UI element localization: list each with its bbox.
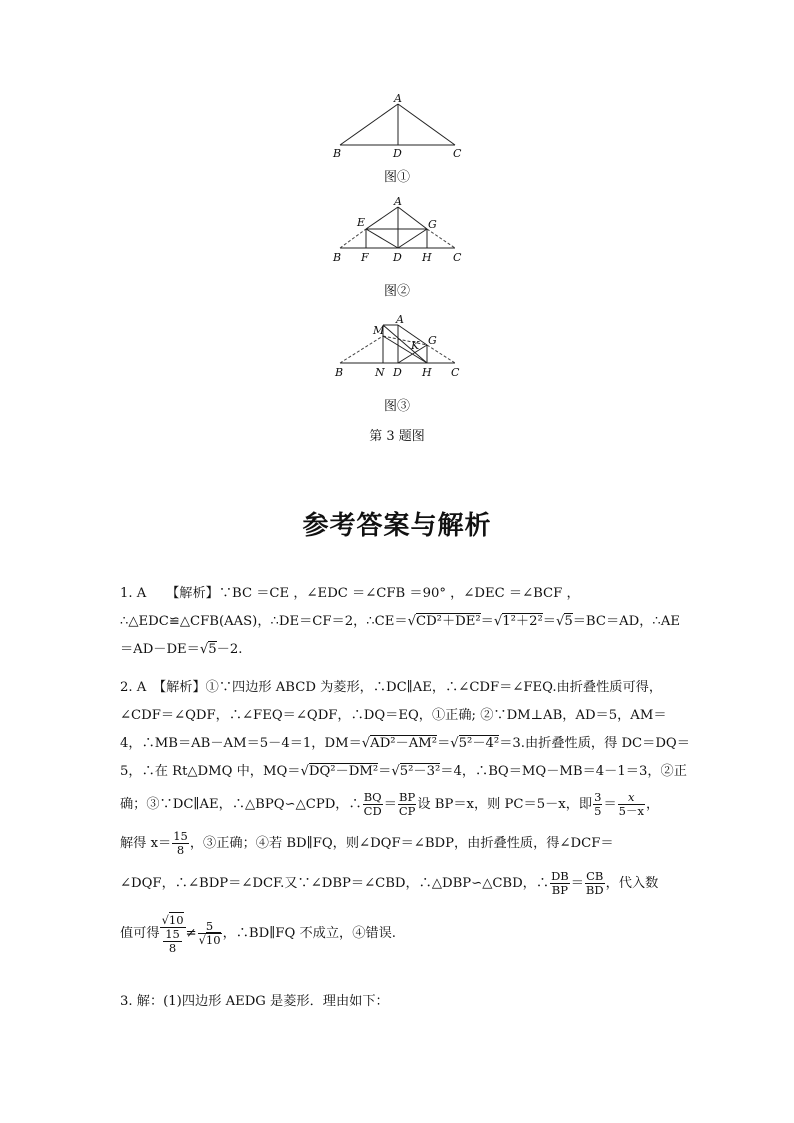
figure-1 <box>0 90 794 185</box>
figure-3-caption: 图③ <box>383 399 410 414</box>
answer-1-line-3: ＝AD－DE＝√5－2. <box>120 642 243 657</box>
answer-2-line-3: 4，∴MB＝AB－AM＝5－4＝1，DM＝√AD²－AM²＝√5²－4²＝3.由折叠性质，得 DC＝DQ＝ <box>120 736 690 751</box>
point-label-D: D <box>393 147 402 160</box>
answer-2-line-6: 解得 x＝ $\frac{15}{8}$ ，③正确；④若 BD∥FQ，则∠DQF＝∠BDP，由折叠性质，得∠DCF＝ <box>120 829 614 857</box>
section-title: 参考答案与解析 <box>302 511 492 541</box>
point-label-A: A <box>396 313 404 326</box>
point-label-D: D <box>393 251 402 264</box>
point-label-N: N <box>375 366 385 379</box>
figure-2-caption: 图② <box>383 284 410 299</box>
figure-group-caption: 第 3 题图 <box>369 429 425 444</box>
answer-2-line-4: 5，∴在 Rt△DMQ 中，MQ＝√DQ²－DM²＝√5²－3²＝4，∴BQ＝MQ－MB＝4－1＝3，②正 <box>120 764 687 779</box>
answer-2-line-2: ∠CDF＝∠QDF，∴∠FEQ＝∠QDF，∴DQ＝EQ，①正确; ②∵DM⊥AB，AD＝5，AM＝ <box>120 708 667 723</box>
point-label-M: M <box>373 324 385 337</box>
point-label-B: B <box>333 251 342 264</box>
point-label-D: D <box>393 366 402 379</box>
point-label-F: F <box>361 251 369 264</box>
point-label-C: C <box>453 147 462 160</box>
point-label-G: G <box>428 218 437 231</box>
fraction: $\frac{BP}{CP}$ <box>398 790 416 818</box>
answer-2-line-8: 值可得 $\frac{√10}{\frac{15}{8}}$ ≠ $\frac{5}{√10}$ ，∴BD∥FQ 不成立，④错误. <box>120 912 396 955</box>
point-label-G: G <box>428 334 437 347</box>
complex-fraction: $\frac{√10}{\frac{15}{8}}$ <box>161 912 184 955</box>
point-label-A: A <box>394 195 402 208</box>
fraction: $\frac{x}{5-x}$ <box>618 790 644 818</box>
answer-1-line-2: ∴△EDC≌△CFB(AAS)，∴DE＝CF＝2，∴CE＝√CD²＋DE²＝√1²＋2²＝√5＝BC＝AD，∴AE <box>120 614 680 629</box>
figure-3 <box>0 310 794 445</box>
answer-3 <box>120 988 680 1016</box>
answer-2 <box>120 674 690 964</box>
point-label-B: B <box>333 147 342 160</box>
point-label-K: K <box>411 339 420 352</box>
point-label-B: B <box>335 366 344 379</box>
fraction: $\frac{15}{8}$ <box>173 829 188 857</box>
fraction: $\frac{DB}{BP}$ <box>551 869 569 897</box>
answer-2-line-1: 2. A 【解析】①∵四边形 ABCD 为菱形，∴DC∥AE，∴∠CDF＝∠FEQ.由折叠性质可得， <box>120 680 663 695</box>
fraction: $\frac{3}{5}$ <box>594 790 602 818</box>
fraction: $\frac{BQ}{CD}$ <box>363 790 382 818</box>
answer-1-line-1: 1. A 【解析】∵BC ＝CE ，∠EDC ＝∠CFB ＝90° ，∠DEC ＝∠BCF ， <box>120 586 580 601</box>
answer-2-line-7: ∠DQF，∴∠BDP＝∠DCF.又∵∠DBP＝∠CBD，∴△DBP∽△CBD，∴ $\frac{DB}{BP}$ ＝ $\frac{CB}{BD}$ ，代入数 <box>120 869 659 897</box>
fraction: $\frac{CB}{BD}$ <box>585 869 604 897</box>
fraction: $\frac{5}{√10}$ <box>198 919 221 947</box>
point-label-E: E <box>357 216 366 229</box>
point-label-C: C <box>451 366 460 379</box>
point-label-H: H <box>422 251 432 264</box>
point-label-A: A <box>394 92 402 105</box>
point-label-C: C <box>453 251 462 264</box>
answer-2-line-5: 确；③∵DC∥AE，∴△BPQ∽△CPD，∴ $\frac{BQ}{CD}$ ＝ $\frac{BP}{CP}$ 设 BP＝x，则 PC＝5－x，即 $\frac{3}{5}$ ＝ $\frac{x}{5-x}$ ， <box>120 790 660 818</box>
answer-1 <box>120 580 680 664</box>
answer-3-line-1: 3. 解：(1)四边形 AEDG 是菱形．理由如下： <box>120 994 389 1009</box>
figure-1-caption: 图① <box>383 170 410 185</box>
figure-2 <box>0 195 794 300</box>
point-label-H: H <box>422 366 432 379</box>
